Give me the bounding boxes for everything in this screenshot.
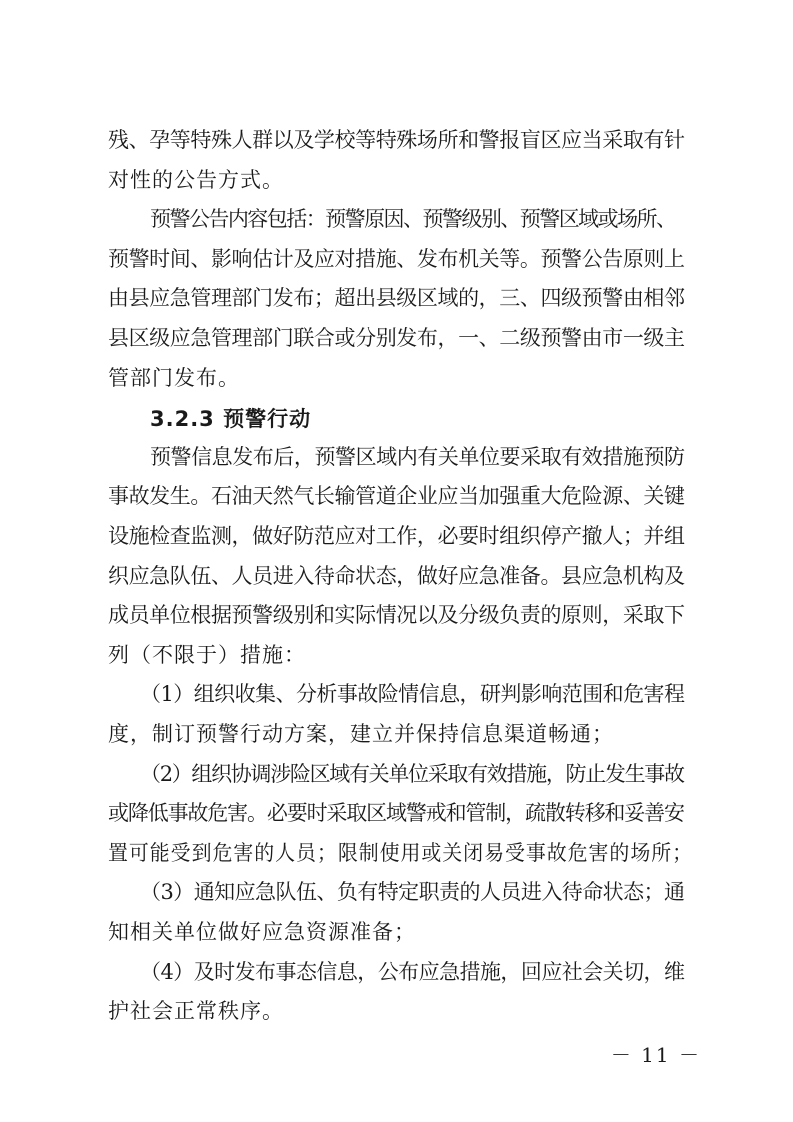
- list-item-line: [0, 672, 793, 716]
- line-text: （3）通知应急队伍、负有特定职责的人员进入待命状态；通: [140, 880, 685, 905]
- line-text: 织应急队伍、人员进入待命状态，做好应急准备。县应急机构及: [108, 563, 685, 588]
- body-text-line: [0, 633, 793, 677]
- body-text-line: [0, 554, 793, 598]
- line-text: 护社会正常秩序。: [108, 999, 284, 1024]
- line-text: （2）组织协调涉险区域有关单位采取有效措施，防止发生事故: [140, 761, 684, 786]
- list-item-line: [0, 752, 793, 796]
- line-text: 由县应急管理部门发布；超出县级区域的，三、四级预警由相邻: [108, 286, 685, 311]
- line-text: 设施检查监测，做好防范应对工作，必要时组织停产撤人；并组: [108, 524, 685, 548]
- line-text: 或降低事故危害。必要时采取区域警戒和管制，疏散转移和妥善安: [108, 801, 684, 826]
- line-text: （4）及时发布事态信息，公布应急措施，回应社会关切，维: [140, 959, 685, 984]
- body-text-line: [0, 316, 793, 360]
- line-text: 管部门发布。: [108, 365, 240, 390]
- body-text-line: [0, 197, 793, 241]
- body-text-line: [0, 237, 793, 281]
- list-item-line: [0, 831, 793, 875]
- body-text-line: [0, 435, 793, 479]
- line-text: 置可能受到危害的人员；限制使用或关闭易受事故危害的场所；: [108, 840, 693, 865]
- line-text: 预警公告内容包括：预警原因、预警级别、预警区域或场所、: [150, 207, 676, 232]
- body-text-line: [0, 593, 793, 637]
- line-text: （1）组织收集、分析事故险情信息，研判影响范围和危害程: [140, 682, 685, 707]
- line-text: 成员单位根据预警级别和实际情况以及分级负责的原则，采取下: [108, 603, 685, 628]
- line-text: 残、孕等特殊人群以及学校等特殊场所和警报盲区应当采取有针: [108, 128, 685, 152]
- page-number: － 11 －: [610, 1043, 701, 1067]
- line-text: 县区级应急管理部门联合或分别发布，一、二级预警由市一级主: [108, 326, 685, 350]
- line-text: 对性的公告方式。: [108, 167, 284, 192]
- body-text-line: [0, 276, 793, 320]
- list-item-line: [0, 870, 793, 914]
- body-text-line: [0, 514, 793, 558]
- list-item-line: [0, 950, 793, 994]
- line-text: 事故发生。石油天然气长输管道企业应当加强重大危险源、关键: [108, 484, 685, 509]
- list-item-line: [0, 989, 793, 1033]
- body-text-line: [0, 118, 793, 162]
- list-item-line: [0, 791, 793, 835]
- body-text-line: [0, 356, 793, 400]
- line-text: 预警时间、影响估计及应对措施、发布机关等。预警公告原则上: [108, 246, 685, 271]
- list-item-line: [0, 910, 793, 954]
- body-text-line: [0, 474, 793, 518]
- line-text: 预警信息发布后，预警区域内有关单位要采取有效措施预防: [150, 444, 685, 469]
- list-item-line: [0, 712, 793, 756]
- line-text: 度，制订预警行动方案，建立并保持信息渠道畅通；: [108, 722, 614, 746]
- line-text: 知相关单位做好应急资源准备；: [108, 920, 416, 944]
- line-text: 列（不限于）措施：: [108, 642, 306, 667]
- body-text-line: [0, 158, 793, 202]
- heading-text: 3.2.3 预警行动: [150, 407, 312, 432]
